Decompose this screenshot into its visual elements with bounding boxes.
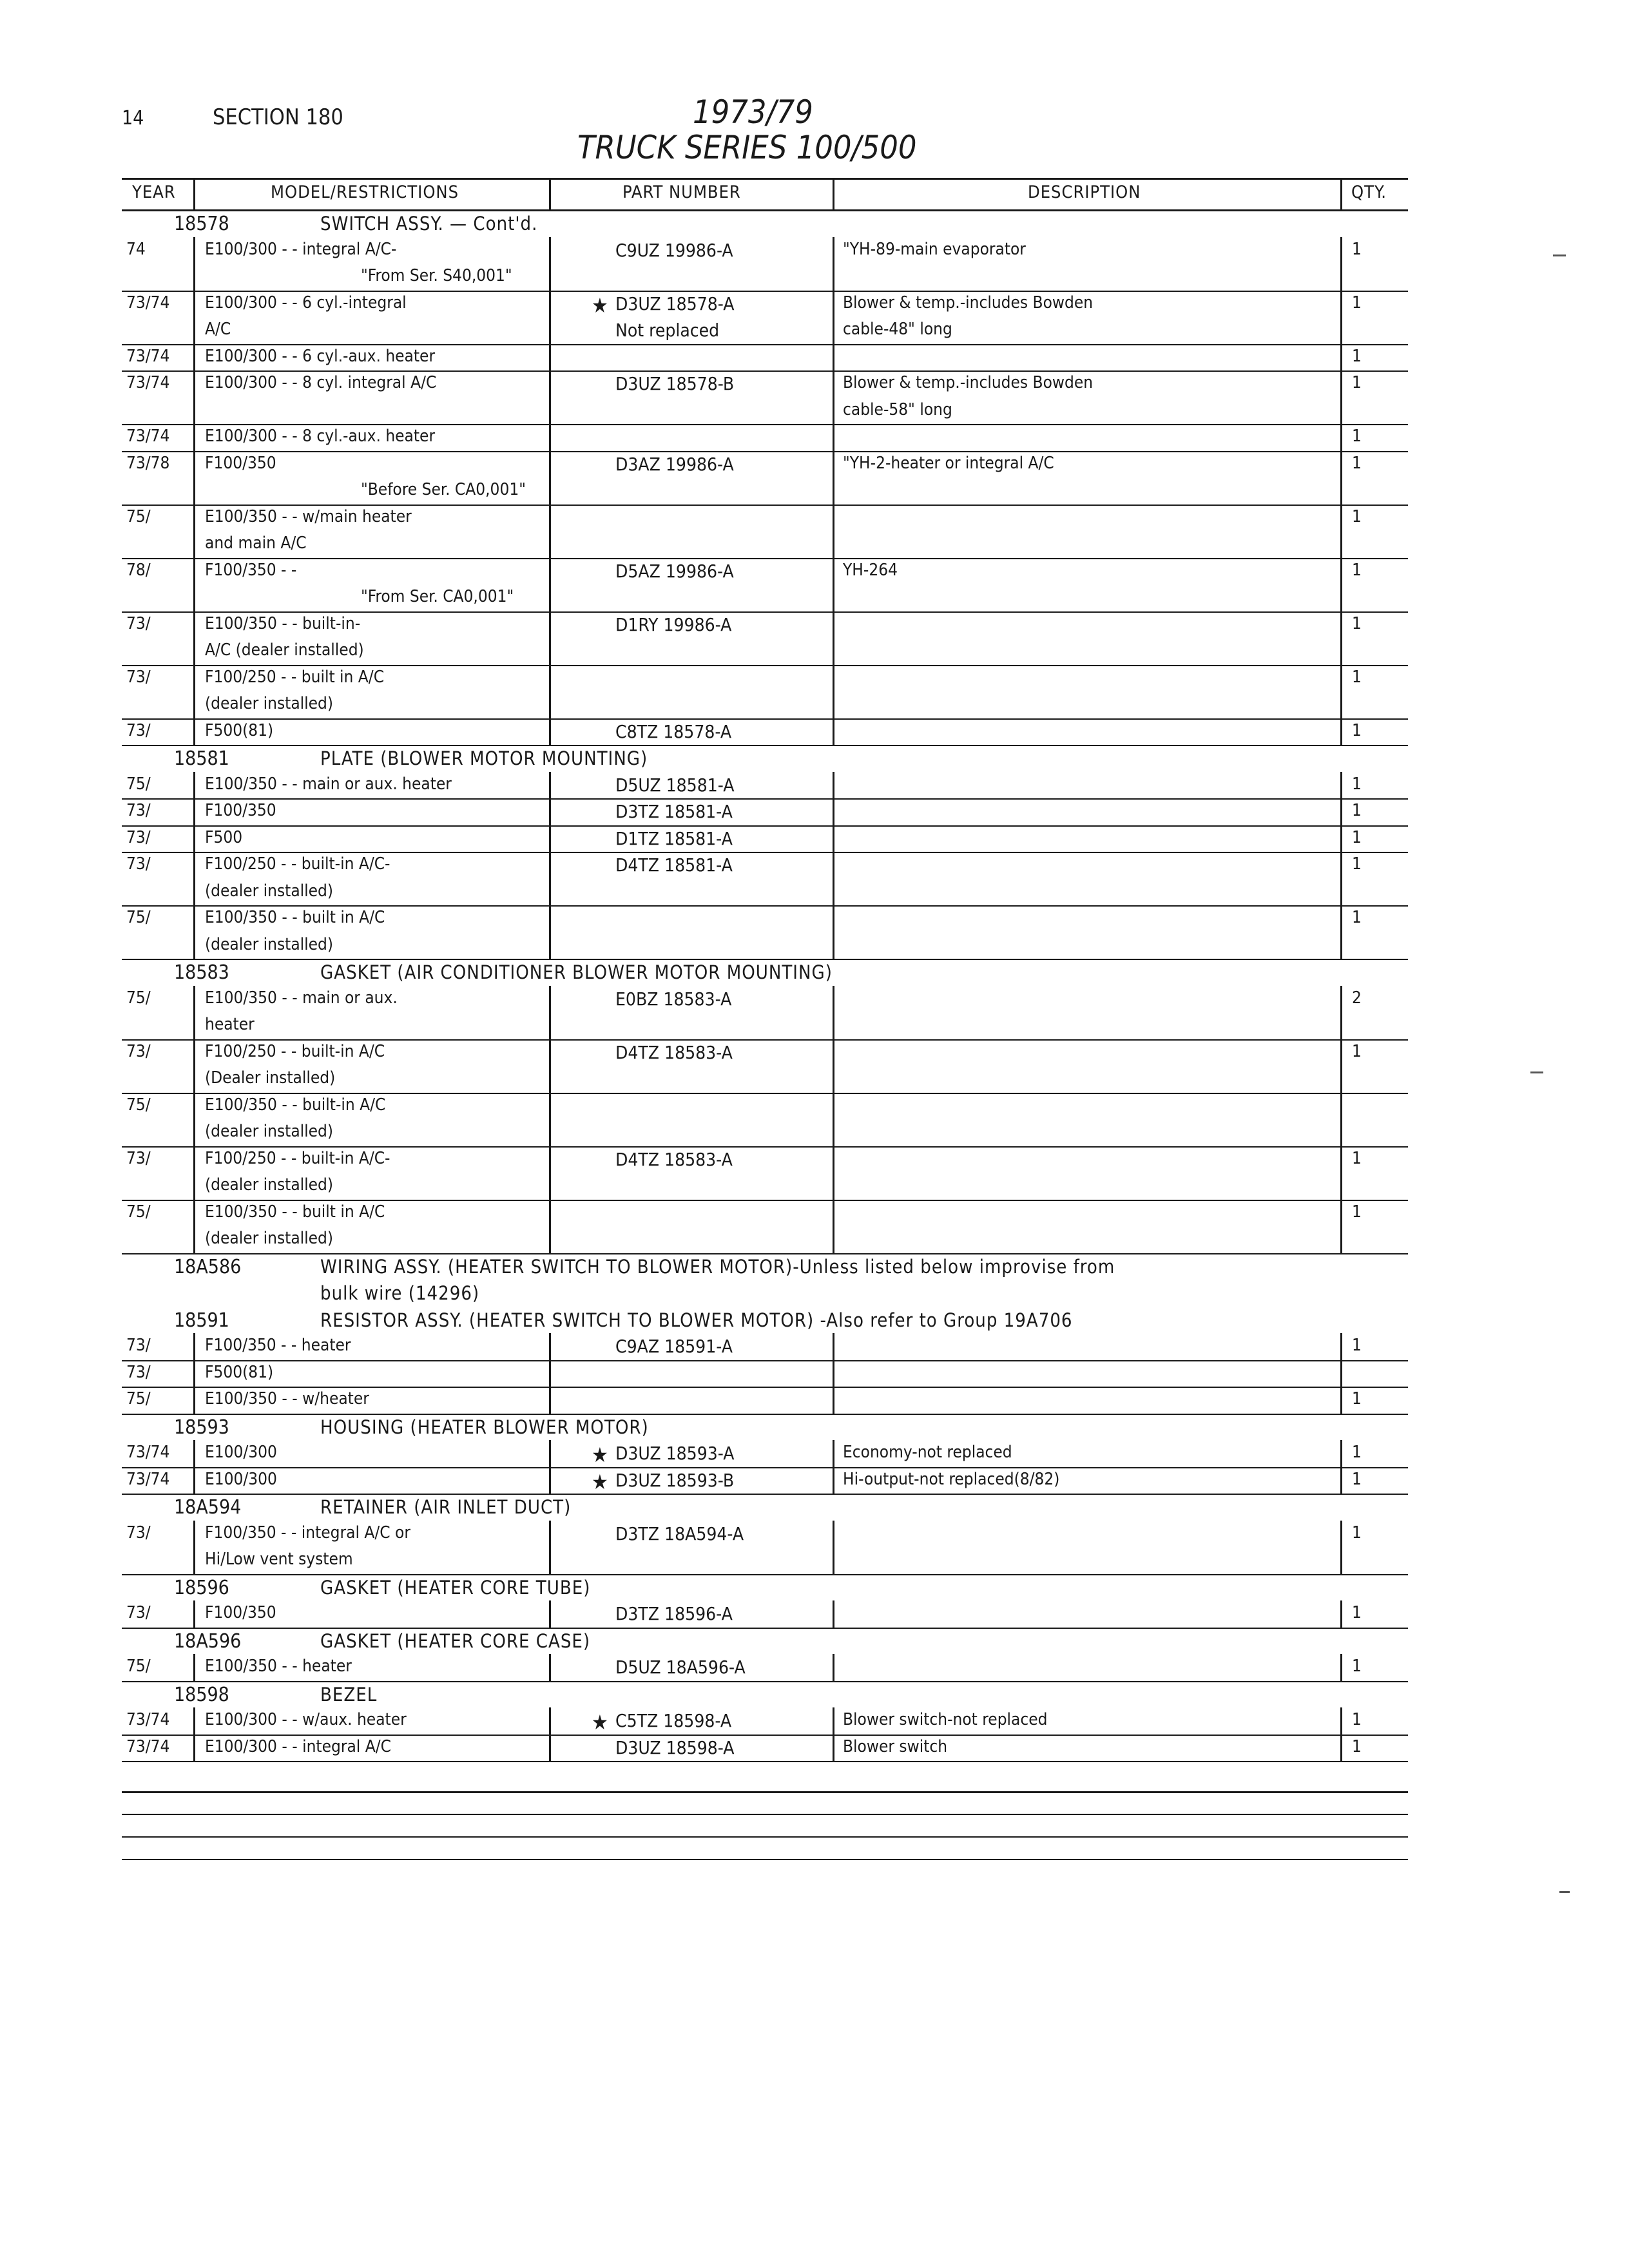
cell-model-restriction: F100/350 <box>205 1603 276 1622</box>
column-rule-model <box>549 1707 551 1761</box>
column-rule-part <box>833 1654 834 1681</box>
cell-year: 75/ <box>126 1202 151 1222</box>
column-rule-model <box>549 1333 551 1414</box>
table-row <box>0 400 1629 426</box>
table-header-rule <box>122 209 1408 211</box>
section-label: SECTION 180 <box>213 104 343 130</box>
cell-year: 73/74 <box>126 373 170 392</box>
cell-part-number: D5AZ 19986-A <box>615 561 734 582</box>
cell-model-restriction: F500 <box>205 828 243 847</box>
blank-rule <box>122 1836 1408 1838</box>
cell-part-number: D3AZ 19986-A <box>615 454 734 475</box>
column-rule-desc <box>1340 986 1342 1253</box>
cell-year: 73/ <box>126 1042 151 1061</box>
cell-qty: 1 <box>1352 293 1362 312</box>
cell-model-restriction: E100/350 - - built in A/C <box>205 1202 385 1222</box>
cell-part-number: D3UZ 18578-A <box>615 293 735 314</box>
not-replaced-star-icon: ★ <box>592 1710 608 1735</box>
header-rule-desc <box>1340 179 1342 210</box>
cell-part-number: D4TZ 18581-A <box>615 854 733 876</box>
cell-description: YH-264 <box>843 561 898 580</box>
group-title: GASKET (HEATER CORE TUBE) <box>320 1577 591 1599</box>
group-number: 18578 <box>174 213 229 235</box>
group-number: 18A586 <box>174 1256 242 1278</box>
column-rule-model <box>549 1440 551 1494</box>
column-rule-part <box>833 1707 834 1761</box>
blank-rule <box>122 1814 1408 1815</box>
cell-year: 75/ <box>126 988 151 1008</box>
cell-year: 75/ <box>126 1657 151 1676</box>
cell-description: Economy-not replaced <box>843 1443 1012 1462</box>
cell-model-restriction: E100/300 - - w/aux. heater <box>205 1710 407 1729</box>
cell-model-restriction: (dealer installed) <box>205 935 334 954</box>
column-rule-model <box>549 986 551 1253</box>
cell-model-restriction: E100/300 <box>205 1443 277 1462</box>
cell-qty: 1 <box>1352 1657 1362 1676</box>
cell-qty: 1 <box>1352 1336 1362 1355</box>
cell-year: 73/74 <box>126 347 170 366</box>
cell-part-number: D3UZ 18593-A <box>615 1443 735 1464</box>
cell-model-restriction: E100/350 - - built-in A/C <box>205 1095 386 1115</box>
margin-mark <box>1530 1072 1543 1073</box>
column-rule-desc <box>1340 1521 1342 1574</box>
cell-model-restriction: E100/300 - - 8 cyl. integral A/C <box>205 373 437 392</box>
cell-model-restriction: heater <box>205 1015 255 1034</box>
cell-model-restriction: (dealer installed) <box>205 1122 334 1141</box>
cell-part-number: Not replaced <box>615 320 720 341</box>
cell-year: 75/ <box>126 1095 151 1115</box>
column-rule-part <box>833 772 834 959</box>
cell-qty: 1 <box>1352 1443 1362 1462</box>
cell-qty: 1 <box>1352 561 1362 580</box>
table-row <box>0 347 1629 372</box>
cell-qty: 1 <box>1352 1710 1362 1729</box>
cell-part-number: D3UZ 18598-A <box>615 1737 735 1758</box>
cell-year: 73/74 <box>126 1737 170 1756</box>
cell-part-number: D3TZ 18A594-A <box>615 1523 744 1544</box>
cell-model-restriction: (dealer installed) <box>205 881 334 901</box>
header-rule-part <box>833 179 834 210</box>
not-replaced-star-icon: ★ <box>592 1470 608 1494</box>
table-row <box>0 935 1629 961</box>
column-rule-desc <box>1340 1333 1342 1414</box>
cell-model-restriction: F100/250 - - built in A/C <box>205 668 385 687</box>
cell-qty: 1 <box>1352 1737 1362 1756</box>
page-title-series: TRUCK SERIES 100/500 <box>577 129 917 166</box>
cell-year: 73/ <box>126 1336 151 1355</box>
cell-model-restriction: A/C (dealer installed) <box>205 640 364 660</box>
cell-part-number: D4TZ 18583-A <box>615 1149 733 1170</box>
cell-qty: 1 <box>1352 1470 1362 1489</box>
group-title: GASKET (AIR CONDITIONER BLOWER MOTOR MOUNTING) <box>320 961 833 983</box>
group-heading-row <box>0 1496 1629 1522</box>
cell-part-number: C8TZ 18578-A <box>615 721 732 742</box>
column-rule-year <box>193 1440 195 1494</box>
cell-description: "YH-89-main evaporator <box>843 240 1026 259</box>
cell-year: 75/ <box>126 507 151 526</box>
cell-part-number: D3TZ 18596-A <box>615 1603 733 1624</box>
cell-qty: 1 <box>1352 614 1362 633</box>
page-number: 14 <box>122 107 144 130</box>
group-title: RESISTOR ASSY. (HEATER SWITCH TO BLOWER MOTOR) -Also refer to Group 19A706 <box>320 1309 1073 1331</box>
column-rule-part <box>833 1333 834 1414</box>
column-rule-model <box>549 772 551 959</box>
cell-year: 73/ <box>126 854 151 874</box>
cell-qty: 1 <box>1352 373 1362 392</box>
cell-qty: 1 <box>1352 427 1362 446</box>
cell-model-restriction: F100/350 - - heater <box>205 1336 351 1355</box>
table-row <box>0 427 1629 452</box>
group-heading-row <box>0 1309 1629 1335</box>
group-number: 18581 <box>174 747 229 770</box>
table-row <box>0 668 1629 693</box>
cell-model-restriction: F100/250 - - built-in A/C <box>205 1042 385 1061</box>
column-rule-model <box>549 237 551 745</box>
cell-model-restriction: Hi/Low vent system <box>205 1550 353 1569</box>
blank-rule <box>122 1859 1408 1860</box>
column-rule-year <box>193 986 195 1253</box>
table-row <box>0 1175 1629 1201</box>
cell-model-restriction: F100/350 - - integral A/C or <box>205 1523 410 1542</box>
cell-qty: 1 <box>1352 240 1362 259</box>
column-rule-year <box>193 237 195 745</box>
cell-model-restriction: E100/300 <box>205 1470 277 1489</box>
cell-year: 73/ <box>126 668 151 687</box>
cell-year: 73/74 <box>126 1470 170 1489</box>
column-rule-model <box>549 1521 551 1574</box>
header-model: MODEL/RESTRICTIONS <box>271 182 459 202</box>
table-row <box>0 1737 1629 1763</box>
group-number: 18A596 <box>174 1630 242 1653</box>
cell-description: cable-58" long <box>843 400 952 419</box>
cell-qty: 1 <box>1352 774 1362 794</box>
table-row <box>0 1710 1629 1736</box>
cell-year: 73/ <box>126 801 151 820</box>
column-rule-part <box>833 986 834 1253</box>
column-rule-desc <box>1340 1707 1342 1761</box>
cell-model-restriction: E100/300 - - 6 cyl.-integral <box>205 293 407 312</box>
group-title: SWITCH ASSY. — Cont'd. <box>320 213 538 235</box>
group-number: 18596 <box>174 1577 229 1599</box>
column-rule-desc <box>1340 1600 1342 1628</box>
cell-year: 73/ <box>126 721 151 740</box>
cell-year: 73/ <box>126 1523 151 1542</box>
table-row <box>0 1229 1629 1254</box>
cell-qty: 1 <box>1352 668 1362 687</box>
table-row <box>0 240 1629 265</box>
cell-qty: 1 <box>1352 347 1362 366</box>
cell-model-restriction: "From Ser. CA0,001" <box>361 587 514 606</box>
cell-part-number: D1RY 19986-A <box>615 614 732 635</box>
group-title: RETAINER (AIR INLET DUCT) <box>320 1496 572 1518</box>
group-heading-row <box>0 1630 1629 1656</box>
cell-model-restriction: E100/350 - - built in A/C <box>205 908 385 927</box>
cell-qty: 1 <box>1352 721 1362 740</box>
column-rule-year <box>193 1333 195 1414</box>
table-row <box>0 721 1629 747</box>
cell-qty: 1 <box>1352 1389 1362 1408</box>
cell-model-restriction: (Dealer installed) <box>205 1068 336 1088</box>
column-rule-desc <box>1340 1654 1342 1681</box>
cell-model-restriction: and main A/C <box>205 533 307 553</box>
group-heading-continuation <box>0 1282 1629 1308</box>
cell-description: Blower switch-not replaced <box>843 1710 1048 1729</box>
table-row <box>0 881 1629 907</box>
cell-part-number: C5TZ 18598-A <box>615 1710 732 1731</box>
table-row <box>0 320 1629 345</box>
cell-part-number: D5UZ 18A596-A <box>615 1657 746 1678</box>
group-number: 18598 <box>174 1684 229 1706</box>
group-title: bulk wire (14296) <box>320 1282 480 1304</box>
header-description: DESCRIPTION <box>1028 182 1141 202</box>
cell-part-number: C9UZ 19986-A <box>615 240 733 261</box>
table-row <box>0 694 1629 720</box>
table-bottom-rule <box>122 1791 1408 1793</box>
cell-year: 78/ <box>126 561 151 580</box>
group-number: 18A594 <box>174 1496 242 1519</box>
table-row <box>0 293 1629 319</box>
cell-model-restriction: E100/350 - - built-in- <box>205 614 361 633</box>
cell-qty: 1 <box>1352 1149 1362 1168</box>
cell-part-number: D3UZ 18593-B <box>615 1470 735 1491</box>
cell-description: Blower & temp.-includes Bowden <box>843 293 1094 312</box>
group-title: GASKET (HEATER CORE CASE) <box>320 1630 591 1652</box>
table-row <box>0 587 1629 613</box>
cell-part-number: C9AZ 18591-A <box>615 1336 733 1357</box>
not-replaced-star-icon: ★ <box>592 293 608 318</box>
cell-model-restriction: F100/250 - - built-in A/C- <box>205 854 390 874</box>
cell-part-number: E0BZ 18583-A <box>615 988 732 1010</box>
group-heading-row <box>0 213 1629 238</box>
cell-model-restriction: E100/300 - - 8 cyl.-aux. heater <box>205 427 436 446</box>
cell-qty: 1 <box>1352 854 1362 874</box>
table-row <box>0 373 1629 399</box>
column-rule-model <box>549 1654 551 1681</box>
group-heading-row <box>0 961 1629 987</box>
header-year: YEAR <box>132 182 176 202</box>
cell-year: 73/74 <box>126 1443 170 1462</box>
cell-description: Hi-output-not replaced(8/82) <box>843 1470 1060 1489</box>
group-number: 18583 <box>174 961 229 984</box>
cell-qty: 1 <box>1352 1202 1362 1222</box>
cell-model-restriction: E100/350 - - w/main heater <box>205 507 412 526</box>
column-rule-part <box>833 1600 834 1628</box>
cell-model-restriction: A/C <box>205 320 231 339</box>
cell-qty: 1 <box>1352 1523 1362 1542</box>
table-row <box>0 1202 1629 1228</box>
cell-model-restriction: (dealer installed) <box>205 1229 334 1248</box>
cell-model-restriction: F500(81) <box>205 721 274 740</box>
cell-year: 73/74 <box>126 1710 170 1729</box>
cell-model-restriction: E100/350 - - w/heater <box>205 1389 369 1408</box>
group-title: PLATE (BLOWER MOTOR MOUNTING) <box>320 747 648 769</box>
table-row <box>0 1042 1629 1068</box>
cell-qty: 1 <box>1352 908 1362 927</box>
table-row <box>0 774 1629 800</box>
cell-year: 73/ <box>126 614 151 633</box>
cell-model-restriction: F100/350 - - <box>205 561 297 580</box>
column-rule-desc <box>1340 237 1342 745</box>
column-rule-year <box>193 1600 195 1628</box>
group-title: HOUSING (HEATER BLOWER MOTOR) <box>320 1416 649 1438</box>
header-rule-model <box>549 179 551 210</box>
table-row <box>0 507 1629 533</box>
cell-part-number: D3UZ 18578-B <box>615 373 735 394</box>
table-row <box>0 1523 1629 1549</box>
cell-model-restriction: (dealer installed) <box>205 694 334 713</box>
cell-model-restriction: (dealer installed) <box>205 1175 334 1195</box>
cell-model-restriction: E100/300 - - integral A/C <box>205 1737 391 1756</box>
table-row <box>0 908 1629 934</box>
cell-year: 73/ <box>126 1603 151 1622</box>
page-title-years: 1973/79 <box>693 93 813 131</box>
table-row <box>0 614 1629 640</box>
cell-year: 75/ <box>126 774 151 794</box>
group-heading-row <box>0 747 1629 773</box>
group-title: BEZEL <box>320 1684 378 1706</box>
table-row <box>0 1015 1629 1041</box>
table-row <box>0 828 1629 854</box>
cell-year: 75/ <box>126 908 151 927</box>
cell-year: 73/78 <box>126 454 170 473</box>
header-rule-year <box>193 179 195 210</box>
table-row <box>0 801 1629 827</box>
cell-part-number: D4TZ 18583-A <box>615 1042 733 1063</box>
cell-model-restriction: E100/300 - - integral A/C- <box>205 240 397 259</box>
table-row <box>0 454 1629 479</box>
cell-model-restriction: E100/350 - - main or aux. <box>205 988 398 1008</box>
table-row <box>0 854 1629 880</box>
table-row <box>0 1550 1629 1575</box>
cell-year: 73/74 <box>126 293 170 312</box>
column-rule-year <box>193 1707 195 1761</box>
table-row <box>0 1603 1629 1629</box>
table-row <box>0 640 1629 666</box>
cell-model-restriction: F100/350 <box>205 801 276 820</box>
table-top-rule <box>122 178 1408 180</box>
margin-mark <box>1559 1891 1570 1893</box>
table-row <box>0 1095 1629 1121</box>
group-heading-row <box>0 1416 1629 1442</box>
group-number: 18591 <box>174 1309 229 1332</box>
cell-part-number: D3TZ 18581-A <box>615 801 733 822</box>
cell-part-number: D5UZ 18581-A <box>615 774 735 796</box>
table-row <box>0 1336 1629 1361</box>
header-part-number: PART NUMBER <box>622 182 741 202</box>
table-row <box>0 1470 1629 1495</box>
cell-part-number: D1TZ 18581-A <box>615 828 733 849</box>
table-row <box>0 1122 1629 1148</box>
table-row <box>0 1657 1629 1682</box>
cell-qty: 1 <box>1352 801 1362 820</box>
cell-qty: 2 <box>1352 988 1362 1008</box>
cell-model-restriction: F100/350 <box>205 454 276 473</box>
cell-model-restriction: E100/350 - - main or aux. heater <box>205 774 452 794</box>
cell-qty: 1 <box>1352 454 1362 473</box>
cell-description: "YH-2-heater or integral A/C <box>843 454 1054 473</box>
cell-model-restriction: F500(81) <box>205 1363 274 1382</box>
cell-qty: 1 <box>1352 828 1362 847</box>
table-row <box>0 988 1629 1014</box>
cell-model-restriction: E100/300 - - 6 cyl.-aux. heater <box>205 347 436 366</box>
group-heading-row <box>0 1256 1629 1282</box>
group-title: WIRING ASSY. (HEATER SWITCH TO BLOWER MOTOR)-Unless listed below improvise from <box>320 1256 1115 1278</box>
table-row <box>0 1149 1629 1175</box>
table-row <box>0 266 1629 292</box>
not-replaced-star-icon: ★ <box>592 1443 608 1467</box>
table-row <box>0 480 1629 506</box>
column-rule-desc <box>1340 772 1342 959</box>
table-row <box>0 1389 1629 1415</box>
group-number: 18593 <box>174 1416 229 1439</box>
cell-description: Blower & temp.-includes Bowden <box>843 373 1094 392</box>
column-rule-part <box>833 1521 834 1574</box>
table-row <box>0 1363 1629 1389</box>
cell-model-restriction: E100/350 - - heater <box>205 1657 352 1676</box>
table-row <box>0 1443 1629 1468</box>
table-row <box>0 533 1629 559</box>
cell-year: 73/ <box>126 828 151 847</box>
cell-model-restriction: "From Ser. S40,001" <box>361 266 512 285</box>
column-rule-desc <box>1340 1440 1342 1494</box>
cell-year: 74 <box>126 240 146 259</box>
column-rule-model <box>549 1600 551 1628</box>
table-row <box>0 1068 1629 1094</box>
margin-mark <box>1553 255 1566 256</box>
cell-qty: 1 <box>1352 507 1362 526</box>
group-heading-row <box>0 1577 1629 1602</box>
cell-year: 73/ <box>126 1149 151 1168</box>
cell-year: 73/74 <box>126 427 170 446</box>
column-rule-year <box>193 772 195 959</box>
cell-qty: 1 <box>1352 1603 1362 1622</box>
header-qty: QTY. <box>1351 182 1387 202</box>
column-rule-part <box>833 237 834 745</box>
group-heading-row <box>0 1684 1629 1709</box>
cell-model-restriction: F100/250 - - built-in A/C- <box>205 1149 390 1168</box>
cell-year: 75/ <box>126 1389 151 1408</box>
column-rule-year <box>193 1654 195 1681</box>
cell-model-restriction: "Before Ser. CA0,001" <box>361 480 526 499</box>
column-rule-year <box>193 1521 195 1574</box>
cell-description: Blower switch <box>843 1737 948 1756</box>
table-row <box>0 561 1629 586</box>
cell-description: cable-48" long <box>843 320 952 339</box>
cell-qty: 1 <box>1352 1042 1362 1061</box>
column-rule-part <box>833 1440 834 1494</box>
cell-year: 73/ <box>126 1363 151 1382</box>
